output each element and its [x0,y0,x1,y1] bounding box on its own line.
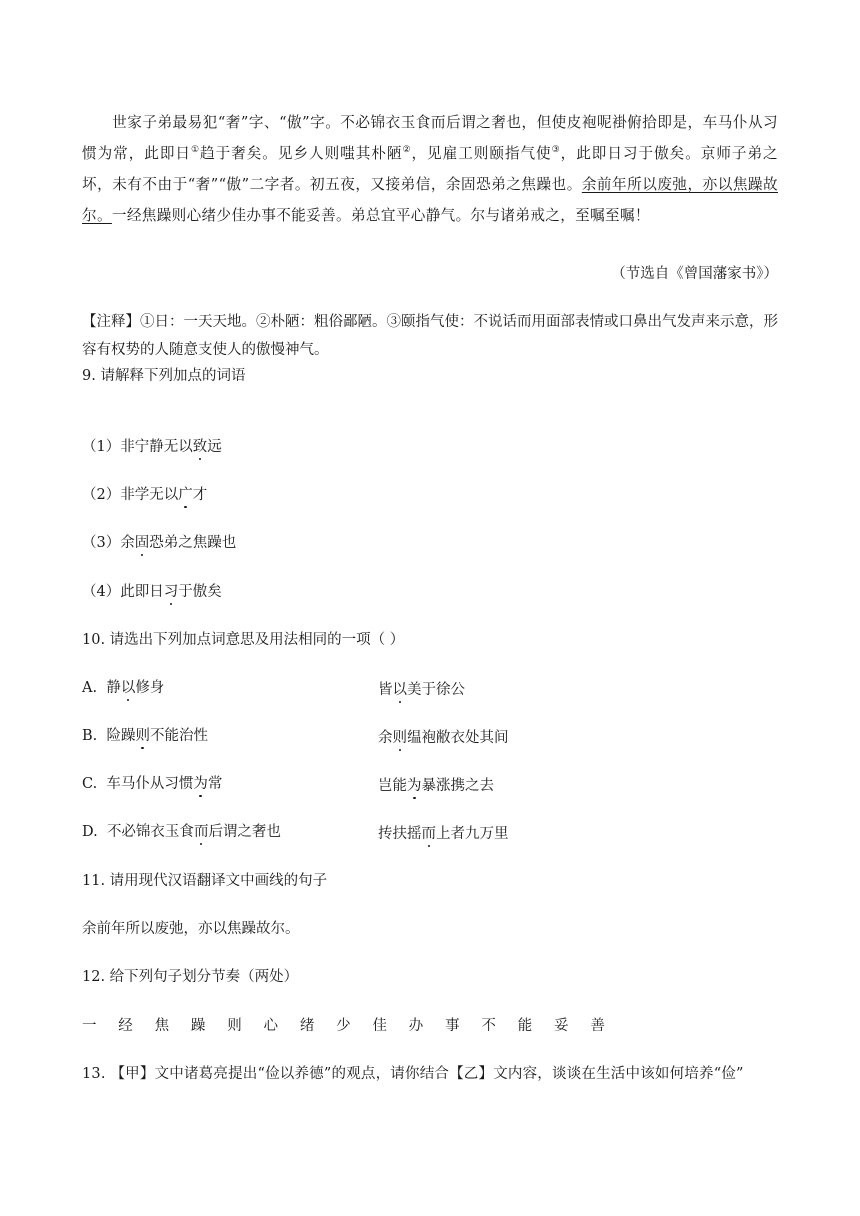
dotted-word: 固 [134,535,150,551]
dotted-word: 以 [392,682,407,698]
q10-option-right: 皆以美于徐公 [378,682,465,698]
dotted-word: 而 [421,826,436,842]
q10-option-right: 抟扶摇而上者九万里 [378,826,509,842]
q11-stem: 11. 请用现代汉语翻译文中画线的句子 [82,873,328,889]
passage-source: （节选自《曾国藩家书》） [611,266,778,282]
passage-text: 一经焦躁则心绪少佳办事不能妥善。弟总宜平心静气。尔与诸弟戒之，至嘱至嘱！ [111,207,650,224]
annotation-note: 【注释】①日：一天天地。②朴陋：粗俗鄙陋。③颐指气使：不说话而用面部表情或口鼻出气发声来示意，形容有权势的人随意支使人的傲慢神气。 [82,314,778,358]
q11-sentence: 余前年所以废弛，亦以焦躁故尔。 [82,921,300,937]
passage-paragraph [82,107,778,231]
q10-option-right: 余则缊袍敝衣处其间 [378,730,509,746]
footnote-marker: ② [402,145,412,155]
dotted-word: 而 [193,824,209,840]
underlined-sentence: 余前年所以废弛，亦以焦躁故尔。 [82,176,778,224]
passage-text: 趋于奢矣。见乡人则嗤其朴陋 [200,145,403,162]
dotted-word: 广 [178,487,193,503]
dotted-word: 为 [193,776,208,792]
q10-stem: 10. 请选出下列加点词意思及用法相同的一项（ ） [82,632,405,648]
dotted-word: 则 [392,730,407,746]
dotted-word: 为 [407,778,422,794]
q9-stem: 9. 请解释下列加点的词语 [82,368,246,384]
q9-item: （3）余固恐弟之焦躁也 [82,535,237,551]
dotted-word: 习 [163,584,179,600]
footnote-marker: ① [190,145,201,155]
q9-item: （4）此即日习于傲矣 [82,584,222,600]
footnote-marker: ③ [551,145,561,155]
q12-sentence: 一 经 焦 躁 则 心 绪 少 佳 办 事 不 能 妥 善 [82,1018,614,1034]
q10-option-left: D. 不必锦衣玉食而后谓之奢也 [82,824,281,840]
q10-option-left: B. 险躁则不能治性 [82,728,208,744]
q9-item: （1）非宁静无以致远 [82,439,222,455]
dotted-word: 以 [120,680,136,696]
q9-item: （2）非学无以广才 [82,487,208,503]
passage-text: ，见雇工则颐指气使 [411,145,552,162]
passage-text: ，此即日习于傲矣。京师子弟之坏，未有不由于“奢”“傲”二字者。初五夜，又接弟信，余固恐弟之焦躁也。 [82,145,778,193]
q10-option-right: 岂能为暴涨携之去 [378,778,494,794]
passage-text: 世家子弟最易犯“奢”字、“傲”字。不必锦衣玉食而后谓之奢也，但使皮袍呢褂俯拾即是，车马仆从习惯为常，此即日 [82,114,778,162]
dotted-word: 则 [135,728,150,744]
q10-option-left: C. 车马仆从习惯为常 [82,776,223,792]
q13-stem: 13. 【甲】文中诸葛亮提出“俭以养德”的观点，请你结合【乙】文内容，谈谈在生活中该如何培养“俭” [82,1066,744,1082]
dotted-word: 致 [192,439,208,455]
q12-stem: 12. 给下列句子划分节奏（两处） [82,969,299,985]
q10-option-left: A. 静以修身 [82,680,165,696]
